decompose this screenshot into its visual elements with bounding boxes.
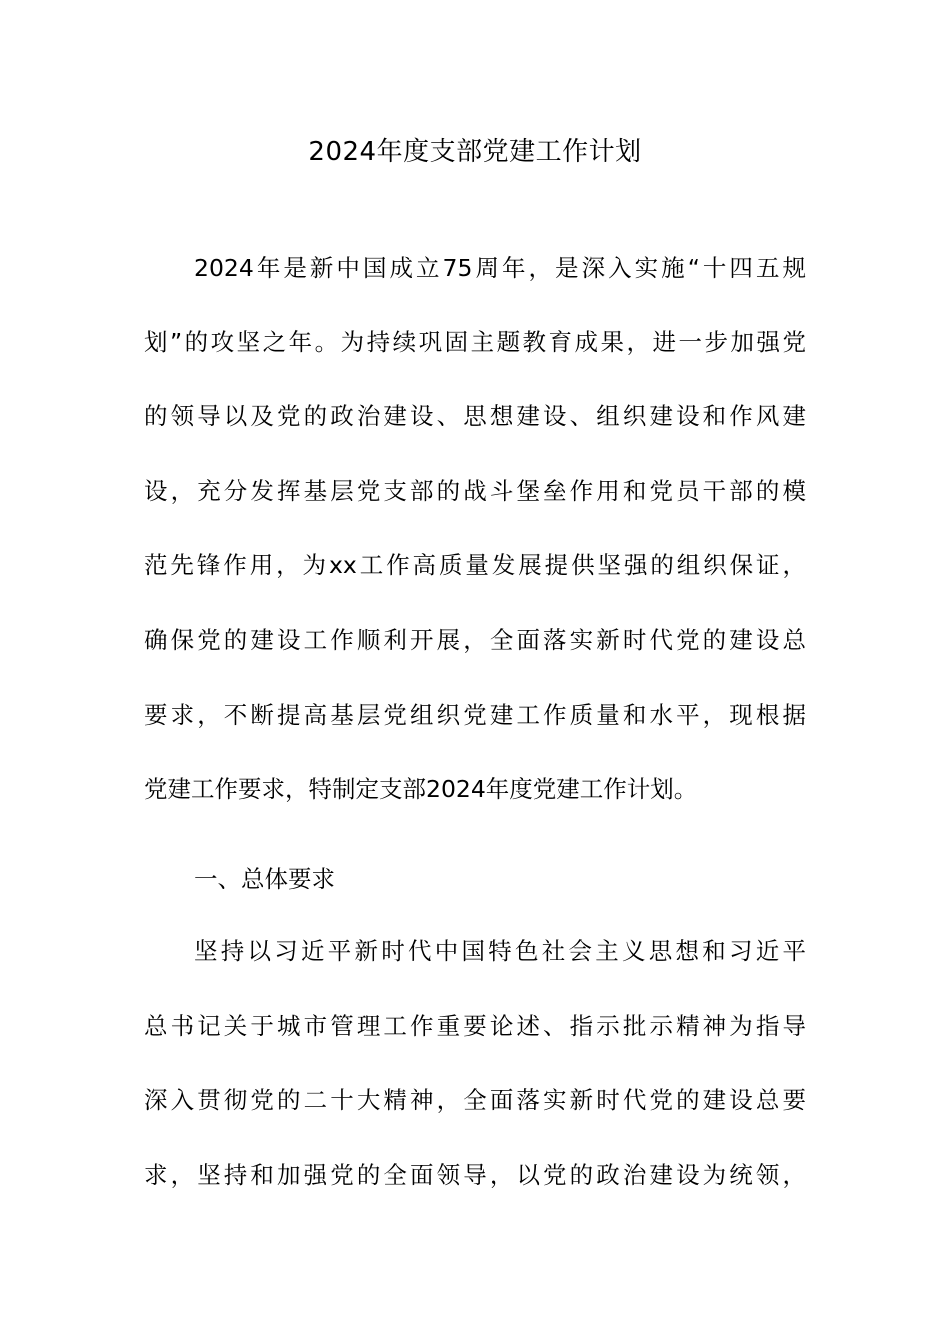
paragraph-line: 划”的攻坚之年。为持续巩固主题教育成果，进一步加强党: [144, 328, 806, 356]
paragraph-line: 求，坚持和加强党的全面领导，以党的政治建设为统领，: [144, 1161, 806, 1189]
paragraph-line: 坚持以习近平新时代中国特色社会主义思想和习近平: [194, 937, 806, 965]
paragraph-line: 总书记关于城市管理工作重要论述、指示批示精神为指导: [144, 1012, 806, 1040]
paragraph-line: 要求，不断提高基层党组织党建工作质量和水平，现根据: [144, 701, 806, 729]
paragraph-line: 设，充分发挥基层党支部的战斗堡垒作用和党员干部的模: [144, 477, 806, 505]
paragraph-line: 范先锋作用，为xx工作高质量发展提供坚强的组织保证，: [144, 551, 806, 579]
paragraph-line: 党建工作要求，特制定支部2024年度党建工作计划。: [144, 775, 698, 803]
document-title: 2024年度支部党建工作计划: [308, 137, 642, 167]
section-heading: 一、总体要求: [194, 865, 335, 893]
paragraph-line: 深入贯彻党的二十大精神，全面落实新时代党的建设总要: [144, 1086, 806, 1114]
paragraph-line: 2024年是新中国成立75周年，是深入实施“十四五规: [194, 254, 806, 282]
paragraph-line: 确保党的建设工作顺利开展，全面落实新时代党的建设总: [144, 626, 806, 654]
paragraph-line: 的领导以及党的政治建设、思想建设、组织建设和作风建: [144, 402, 806, 430]
